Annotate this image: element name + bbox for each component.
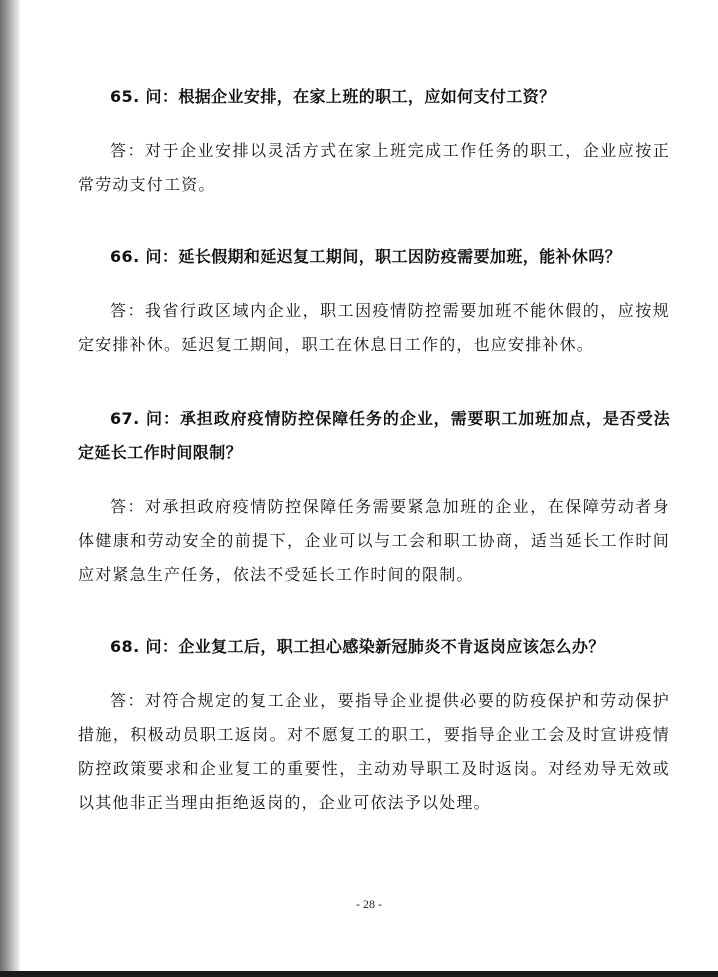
qa-item [78, 80, 670, 202]
scan-edge-shadow [0, 0, 20, 977]
answer-text: 答：对于企业安排以灵活方式在家上班完成工作任务的职工，企业应按正常劳动支付工资。 [78, 141, 670, 194]
qa-item [78, 240, 670, 362]
page-number: - 28 - [356, 897, 382, 911]
document-page [20, 0, 718, 971]
question-text: 67. 问：承担政府疫情防控保障任务的企业，需要职工加班加点，是否受法定延长工作时间限制？ [78, 409, 670, 462]
question-text: 65. 问：根据企业安排，在家上班的职工，应如何支付工资？ [110, 87, 556, 106]
qa-item [78, 630, 670, 820]
scan-bottom-edge [0, 971, 718, 977]
qa-item [78, 402, 670, 592]
question-text: 66. 问：延长假期和延迟复工期间，职工因防疫需要加班，能补休吗？ [110, 247, 622, 266]
question-text: 68. 问：企业复工后，职工担心感染新冠肺炎不肯返岗应该怎么办？ [110, 637, 605, 656]
answer-text: 答：对承担政府疫情防控保障任务需要紧急加班的企业，在保障劳动者身体健康和劳动安全的前提下，企业可以与工会和职工协商，适当延长工作时间应对紧急生产任务，依法不受延长工作时间的限制。 [78, 497, 670, 584]
answer-text: 答：对符合规定的复工企业，要指导企业提供必要的防疫保护和劳动保护措施，积极动员职工返岗。对不愿复工的职工，要指导企业工会及时宣讲疫情防控政策要求和企业复工的重要性，主动劝导职工及时返岗。对经劝导无效或以其他非正当理由拒绝返岗的，企业可依法予以处理。 [78, 691, 670, 812]
answer-text: 答：我省行政区域内企业，职工因疫情防控需要加班不能休假的，应按规定安排补休。延迟复工期间，职工在休息日工作的，也应安排补休。 [78, 301, 670, 354]
